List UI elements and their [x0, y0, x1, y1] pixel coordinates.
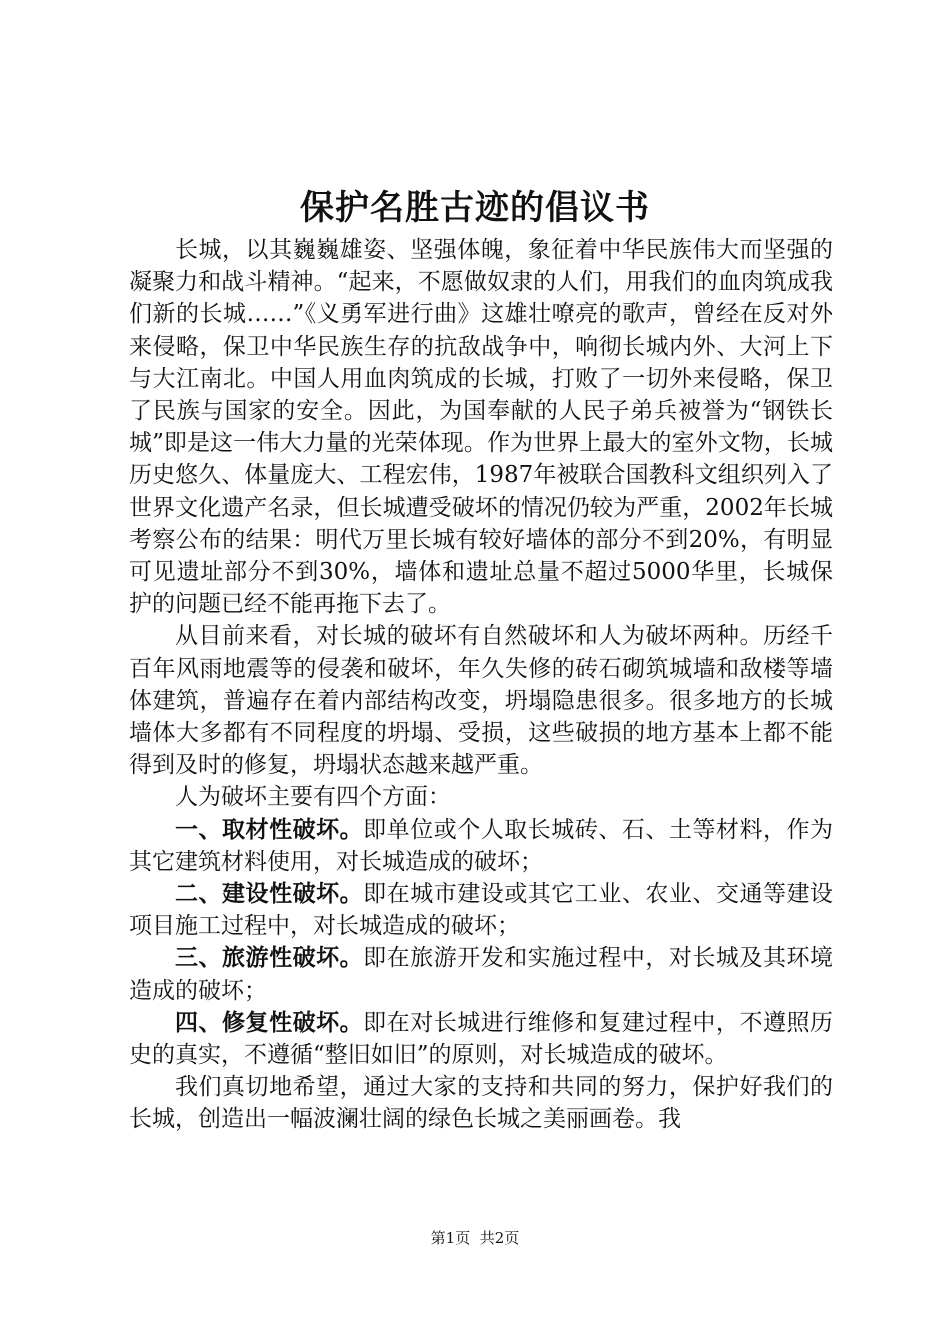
item-heading: 三、旅游性破坏。 — [175, 945, 364, 972]
paragraph-closing — [129, 1071, 833, 1135]
paragraph-text: 即在旅游开发和实施过程中，对长城及其环境造成的破坏； — [129, 945, 834, 1004]
item-heading: 二、建设性破坏。 — [175, 881, 364, 908]
document-body — [129, 234, 833, 1136]
item-heading: 一、取材性破坏。 — [175, 816, 364, 843]
paragraph-human-damage-intro — [129, 781, 833, 813]
document-title: 保护名胜古迹的倡议书 — [300, 188, 650, 228]
paragraph-item-3 — [129, 942, 833, 1006]
item-heading: 四、修复性破坏。 — [175, 1009, 364, 1036]
paragraph-text: 长城，以其巍巍雄姿、坚强体魄，象征着中华民族伟大而坚强的凝聚力和战斗精神。“起来，不愿做奴隶的人们，用我们的血肉筑成我们新的长城……”《义勇军进行曲》这雄壮嘹亮的歌声，曾经在反对外来侵略，保卫中华民族生存的抗敌战争中，响彻长城内外、大河上下与大江南北。中国人用血肉筑成的长城，打败了一切外来侵略，保卫了民族与国家的安全。因此，为国奉献的人民子弟兵被誉为“钢铁长城”即是这一伟大力量的光荣体现。作为世界上最大的室外文物，长城历史悠久、体量庞大、工程宏伟，1987年被联合国教科文组织列入了世界文化遗产名录，但长城遭受破坏的情况仍较为严重，2002年长城考察公布的结果：明代万里长城有较好墙体的部分不到20%，有明显可见遗址部分不到30%，墙体和遗址总量不超过5000华里，长城保护的问题已经不能再拖下去了。 — [129, 237, 833, 618]
paragraph-text: 即在对长城进行维修和复建过程中，不遵照历史的真实，不遵循“整旧如旧”的原则，对长城造成的破坏。 — [129, 1009, 834, 1069]
paragraph-text: 从目前来看，对长城的破坏有自然破坏和人为破坏两种。历经千百年风雨地震等的侵袭和破坏，年久失修的砖石砌筑城墙和敌楼等墙体建筑，普遍存在着内部结构改变，坍塌隐患很多。很多地方的长城墙体大多都有不同程度的坍塌、受损，这些破损的地方基本上都不能得到及时的修复，坍塌状态越来越严重。 — [129, 623, 833, 779]
paragraph-item-2 — [129, 878, 833, 942]
paragraph-text: 我们真切地希望，通过大家的支持和共同的努力，保护好我们的长城，创造出一幅波澜壮阔的绿色长城之美丽画卷。我 — [129, 1074, 833, 1133]
page-total: 共2页 — [479, 1229, 520, 1247]
page-number: 第1页 — [430, 1229, 471, 1247]
paragraph-item-1 — [129, 814, 833, 878]
paragraph-item-4 — [129, 1007, 833, 1071]
page-footer — [0, 1228, 950, 1248]
paragraph-natural-damage — [129, 620, 833, 781]
paragraph-text: 即单位或个人取长城砖、石、土等材料，作为其它建筑材料使用，对长城造成的破坏； — [129, 816, 834, 875]
paragraph-intro — [129, 234, 833, 620]
paragraph-text: 即在城市建设或其它工业、农业、交通等建设项目施工过程中，对长城造成的破坏； — [129, 881, 834, 940]
paragraph-text: 人为破坏主要有四个方面： — [175, 784, 451, 811]
